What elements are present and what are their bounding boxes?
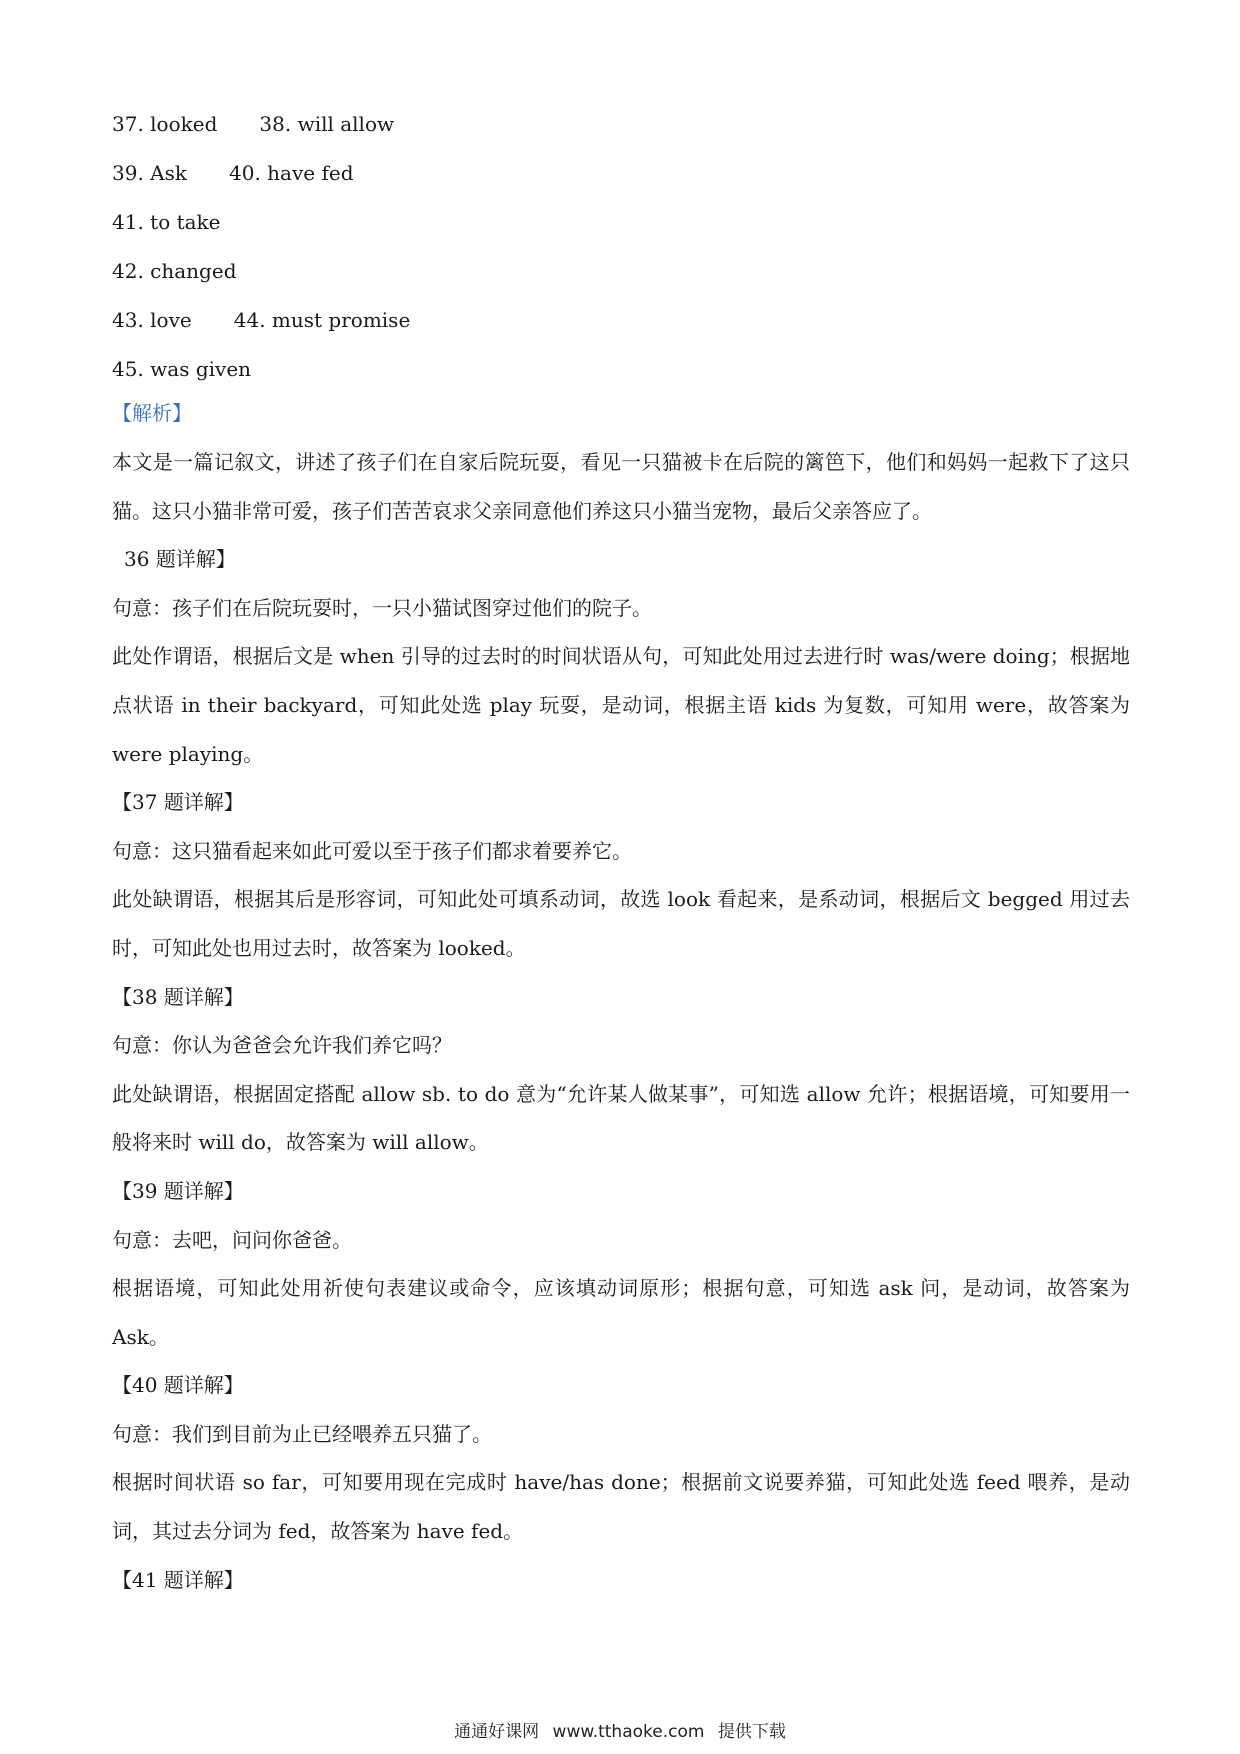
summary-paragraph: 本文是一篇记叙文，讲述了孩子们在自家后院玩耍，看见一只猫被卡在后院的篱笆下，他们和妈妈一起救下了这只猫。这只小猫非常可爱，孩子们苦苦哀求父亲同意他们养这只小猫当宠物，最后父亲答应了。: [112, 450, 1130, 523]
answer-item: 44. must promise: [233, 308, 411, 332]
detail-heading-36: 36 题详解】: [124, 547, 236, 572]
detail-explanation-36: 此处作谓语，根据后文是 when 引导的过去时的时间状语从句，可知此处用过去进行时 was/were doing；根据地点状语 in their backyard，可知此处选 play 玩耍，是动词，根据主语 kids 为复数，可知用 were，故答案为 were playing。: [112, 644, 1130, 766]
detail-meaning-36: 句意：孩子们在后院玩耍时，一只小猫试图穿过他们的院子。: [112, 595, 652, 620]
detail-meaning-37: 句意：这只猫看起来如此可爱以至于孩子们都求着要养它。: [112, 838, 632, 863]
page-footer: [0, 1720, 1240, 1744]
detail-heading-41: 【41 题详解】: [112, 1567, 244, 1592]
detail-explanation-38: 此处缺谓语，根据固定搭配 allow sb. to do 意为“允许某人做某事”，可知选 allow 允许；根据语境，可知要用一般将来时 will do，故答案为 will allow。: [112, 1081, 1130, 1155]
answer-item: 45. was given: [112, 357, 252, 381]
answer-row: [112, 247, 1012, 296]
answer-item: 40. have fed: [229, 161, 354, 185]
detail-explanation-37: 此处缺谓语，根据其后是形容词，可知此处可填系动词，故选 look 看起来，是系动词，根据后文 begged 用过去时，可知此处也用过去时，故答案为 looked。: [112, 887, 1130, 960]
footer-url: www.tthaoke.com: [552, 1722, 705, 1742]
detail-explanation-40: 根据时间状语 so far，可知要用现在完成时 have/has done；根据前文说要养猫，可知此处选 feed 喂养，是动词，其过去分词为 fed，故答案为 have fed。: [112, 1470, 1130, 1544]
answer-row: [112, 100, 1012, 149]
answer-item: 38. will allow: [259, 112, 395, 136]
answer-row: [112, 296, 1012, 345]
detail-meaning-40: 句意：我们到目前为止已经喂养五只猫了。: [112, 1421, 492, 1446]
detail-heading-39: 【39 题详解】: [112, 1178, 244, 1203]
detail-heading-40: 【40 题详解】: [112, 1373, 244, 1398]
answer-item: 37. looked: [112, 112, 218, 136]
answer-row: [112, 198, 1012, 247]
answer-row: [112, 149, 1012, 198]
detail-explanation-39: 根据语境，可知此处用祈使句表建议或命令，应该填动词原形；根据句意，可知选 ask 问，是动词，故答案为 Ask。: [112, 1276, 1130, 1349]
answer-item: 43. love: [112, 308, 192, 332]
answer-item: 41. to take: [112, 210, 221, 234]
detail-meaning-39: 句意：去吧，问问你爸爸。: [112, 1227, 352, 1252]
detail-meaning-38: 句意：你认为爸爸会允许我们养它吗？: [112, 1033, 452, 1058]
detail-heading-38: 【38 题详解】: [112, 984, 244, 1009]
answer-list: [112, 100, 1012, 394]
answer-row: [112, 345, 1012, 394]
answer-item: 39. Ask: [112, 161, 187, 185]
footer-site-name: 通通好课网: [454, 1722, 540, 1742]
answer-item: 42. changed: [112, 259, 237, 283]
analysis-label: 【解析】: [112, 401, 192, 425]
detail-heading-37: 【37 题详解】: [112, 790, 244, 815]
footer-note: 提供下载: [717, 1722, 786, 1742]
analysis-body: [112, 438, 1130, 1604]
